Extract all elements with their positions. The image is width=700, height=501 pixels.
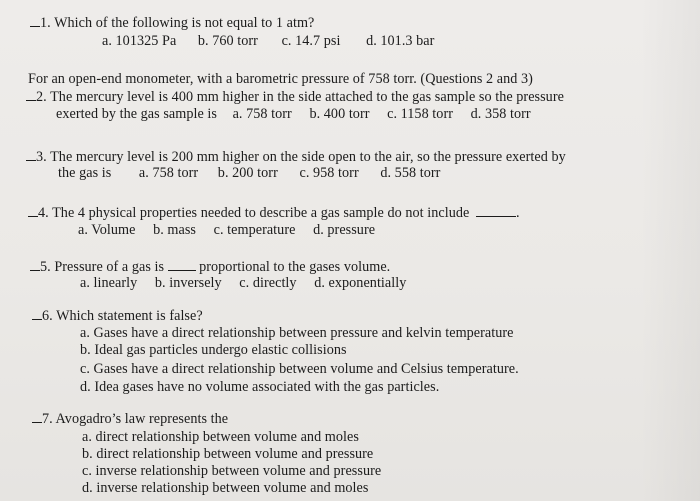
q5-stem-start: 5. Pressure of a gas is: [40, 259, 165, 275]
manometer-intro: For an open-end monometer, with a barometric pressure of 758 torr. (Questions 2 and 3): [28, 71, 533, 87]
q1-stem-line: [30, 14, 314, 31]
q7-option-b: b. direct relationship between volume and pressure: [82, 446, 374, 462]
page-shadow: [640, 0, 700, 501]
q6-option-b: b. Ideal gas particles undergo elastic collisions: [80, 342, 347, 358]
q4-options: [78, 222, 375, 238]
q6-option-a: a. Gases have a direct relationship between pressure and kelvin temperature: [80, 325, 514, 341]
q6-stem-line: [32, 307, 203, 324]
q1-stem: 1. Which of the following is not equal to 1 atm?: [40, 15, 315, 31]
q6-stem: 6. Which statement is false?: [42, 308, 203, 324]
q3-stem-line1: [26, 148, 566, 165]
q2-stem-1: 2. The mercury level is 400 mm higher in the side attached to the gas sample so the pressure: [36, 89, 564, 105]
q1-option-d: d. 101.3 bar: [366, 33, 435, 49]
q5-stem-end: proportional to the gases volume.: [199, 259, 391, 275]
q3-stem-2: the gas is: [58, 165, 112, 181]
q2-option-d: d. 358 torr: [470, 106, 531, 122]
q5-fill-blank: [168, 258, 196, 271]
q6-option-d: d. Idea gases have no volume associated with the gas particles.: [80, 379, 440, 395]
q4-answer-blank: [28, 204, 38, 217]
q1-option-a: a. 101325 Pa: [102, 33, 177, 49]
q5-stem-line: [30, 258, 390, 275]
q5-option-d: d. exponentially: [314, 275, 407, 291]
q5-option-c: c. directly: [239, 275, 297, 291]
q4-fill-blank: [476, 204, 516, 217]
q6-answer-blank: [32, 307, 42, 320]
q7-option-d: d. inverse relationship between volume and moles: [82, 480, 369, 496]
q2-answer-blank: [26, 88, 36, 101]
q5-option-a: a. linearly: [80, 275, 138, 291]
q7-answer-blank: [32, 410, 42, 423]
q4-stem: 4. The 4 physical properties needed to describe a gas sample do not include: [38, 205, 470, 221]
q4-option-a: a. Volume: [78, 222, 136, 238]
q7-option-a: a. direct relationship between volume and moles: [82, 429, 359, 445]
q7-option-c: c. inverse relationship between volume and pressure: [82, 463, 382, 479]
q6-option-c: c. Gases have a direct relationship between volume and Celsius temperature.: [80, 361, 519, 377]
q1-options: [102, 33, 434, 49]
q4-stem-line: [28, 204, 520, 221]
q3-option-d: d. 558 torr: [380, 165, 441, 181]
q2-option-a: a. 758 torr: [232, 106, 292, 122]
q2-stem-2: exerted by the gas sample is: [56, 106, 217, 122]
q4-option-d: d. pressure: [313, 222, 376, 238]
q3-option-c: c. 958 torr: [299, 165, 359, 181]
q2-option-c: c. 1158 torr: [387, 106, 453, 122]
q2-stem-line1: [26, 88, 564, 105]
q2-option-b: b. 400 torr: [309, 106, 370, 122]
q1-answer-blank: [30, 14, 40, 27]
q3-option-b: b. 200 torr: [217, 165, 278, 181]
q4-option-b: b. mass: [153, 222, 196, 238]
q5-answer-blank: [30, 258, 40, 271]
q7-stem: 7. Avogadro’s law represents the: [42, 411, 229, 427]
q7-stem-line: [32, 410, 228, 427]
q5-option-b: b. inversely: [154, 275, 222, 291]
q3-option-a: a. 758 torr: [138, 165, 199, 181]
q3-stem-1: 3. The mercury level is 200 mm higher on the side open to the air, so the pressure exerted by: [36, 149, 566, 165]
q1-option-c: c. 14.7 psi: [281, 33, 341, 49]
q3-answer-blank: [26, 148, 36, 161]
q2-stem-line2: [56, 106, 531, 122]
q4-option-c: c. temperature: [213, 222, 296, 238]
q4-stem-end: .: [515, 205, 520, 221]
q1-option-b: b. 760 torr: [197, 33, 258, 49]
q5-options: [80, 275, 406, 291]
q3-stem-line2: [58, 165, 440, 181]
